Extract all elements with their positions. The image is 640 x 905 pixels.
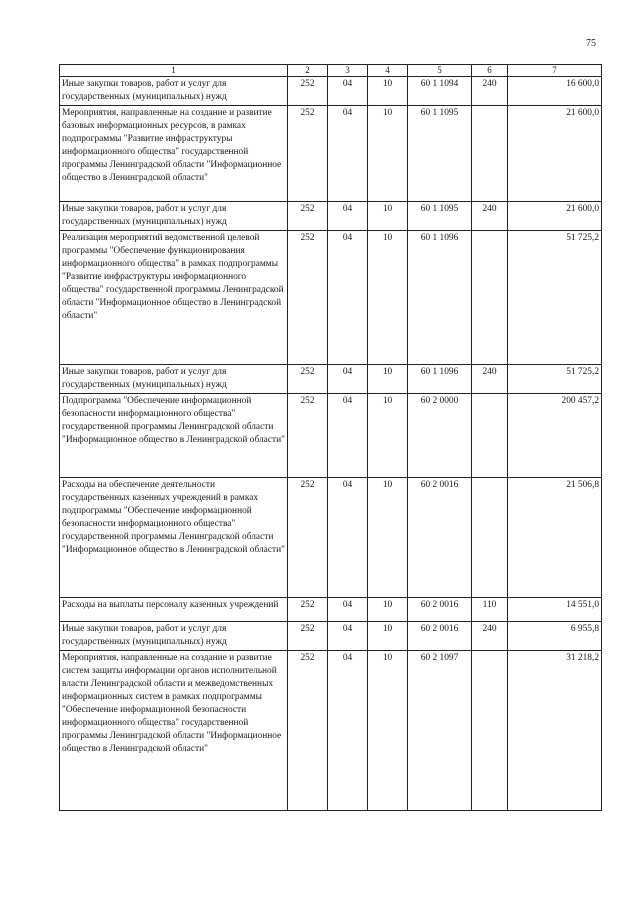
code-expense-type	[472, 106, 508, 202]
code-admin: 252	[288, 394, 328, 478]
column-header: 4	[368, 65, 408, 77]
code-expense-type: 240	[472, 622, 508, 651]
code-admin: 252	[288, 651, 328, 811]
code-subsection: 10	[368, 478, 408, 598]
code-expense-type: 240	[472, 365, 508, 394]
row-name: Иные закупки товаров, работ и услуг для государственных (муниципальных) нужд	[60, 77, 288, 106]
code-admin: 252	[288, 231, 328, 365]
code-subsection: 10	[368, 622, 408, 651]
code-section: 04	[328, 651, 368, 811]
header-row	[60, 65, 602, 77]
code-target: 60 1 1094	[408, 77, 472, 106]
row-name: Мероприятия, направленные на создание и развитие базовых информационных ресурсов, в рамках подпрограммы "Развитие инфраструктуры информационного общества" государственной программы Ленинградской области "Информационное общество в Ленинградской области"	[60, 106, 288, 202]
code-admin: 252	[288, 77, 328, 106]
code-section: 04	[328, 77, 368, 106]
code-target: 60 1 1095	[408, 106, 472, 202]
code-section: 04	[328, 202, 368, 231]
amount: 6 955,8	[508, 622, 602, 651]
table-row	[60, 394, 602, 478]
code-subsection: 10	[368, 598, 408, 622]
row-name: Иные закупки товаров, работ и услуг для государственных (муниципальных) нужд	[60, 622, 288, 651]
code-admin: 252	[288, 598, 328, 622]
amount: 51 725,2	[508, 231, 602, 365]
code-admin: 252	[288, 622, 328, 651]
code-expense-type: 240	[472, 77, 508, 106]
code-admin: 252	[288, 106, 328, 202]
code-section: 04	[328, 106, 368, 202]
amount: 31 218,2	[508, 651, 602, 811]
code-section: 04	[328, 622, 368, 651]
budget-table	[59, 64, 602, 811]
code-target: 60 2 0016	[408, 598, 472, 622]
code-expense-type: 110	[472, 598, 508, 622]
row-name: Расходы на обеспечение деятельности государственных казенных учреждений в рамках подпрограммы "Обеспечение информационной безопасности информационного общества" государственной программы Ленинградской области "Информационное общество в Ленинградской области"	[60, 478, 288, 598]
table-row	[60, 478, 602, 598]
table-row	[60, 106, 602, 202]
amount: 21 600,0	[508, 202, 602, 231]
row-name: Подпрограмма "Обеспечение информационной безопасности информационного общества" государственной программы Ленинградской области "Информационное общество в Ленинградской области"	[60, 394, 288, 478]
amount: 14 551,0	[508, 598, 602, 622]
code-subsection: 10	[368, 651, 408, 811]
code-target: 60 1 1096	[408, 231, 472, 365]
code-expense-type	[472, 394, 508, 478]
code-subsection: 10	[368, 77, 408, 106]
code-target: 60 2 1097	[408, 651, 472, 811]
code-subsection: 10	[368, 394, 408, 478]
column-header: 3	[328, 65, 368, 77]
column-header: 6	[472, 65, 508, 77]
code-expense-type	[472, 651, 508, 811]
code-section: 04	[328, 365, 368, 394]
row-name: Расходы на выплаты персоналу казенных учреждений	[60, 598, 288, 622]
table-row	[60, 202, 602, 231]
code-subsection: 10	[368, 231, 408, 365]
code-admin: 252	[288, 202, 328, 231]
code-section: 04	[328, 231, 368, 365]
code-expense-type	[472, 231, 508, 365]
amount: 200 457,2	[508, 394, 602, 478]
code-target: 60 1 1096	[408, 365, 472, 394]
amount: 21 506,8	[508, 478, 602, 598]
code-target: 60 2 0016	[408, 622, 472, 651]
table-row	[60, 651, 602, 811]
code-subsection: 10	[368, 365, 408, 394]
page-number: 75	[586, 38, 596, 49]
column-header: 5	[408, 65, 472, 77]
table-row	[60, 77, 602, 106]
column-header: 2	[288, 65, 328, 77]
column-header: 7	[508, 65, 602, 77]
code-section: 04	[328, 598, 368, 622]
code-target: 60 2 0016	[408, 478, 472, 598]
code-expense-type	[472, 478, 508, 598]
code-target: 60 2 0000	[408, 394, 472, 478]
code-target: 60 1 1095	[408, 202, 472, 231]
row-name: Реализация мероприятий ведомственной целевой программы "Обеспечение функционирования информационного общества" в рамках подпрограммы "Развитие инфраструктуры информационного общества" государственной программы Ленинградской области "Информационное общество в Ленинградской области"	[60, 231, 288, 365]
amount: 21 600,0	[508, 106, 602, 202]
amount: 16 600,0	[508, 77, 602, 106]
table-row	[60, 622, 602, 651]
code-subsection: 10	[368, 202, 408, 231]
row-name: Иные закупки товаров, работ и услуг для государственных (муниципальных) нужд	[60, 202, 288, 231]
code-admin: 252	[288, 478, 328, 598]
amount: 51 725,2	[508, 365, 602, 394]
code-expense-type: 240	[472, 202, 508, 231]
code-section: 04	[328, 394, 368, 478]
row-name: Иные закупки товаров, работ и услуг для государственных (муниципальных) нужд	[60, 365, 288, 394]
table-row	[60, 598, 602, 622]
table-row	[60, 231, 602, 365]
code-subsection: 10	[368, 106, 408, 202]
table-row	[60, 365, 602, 394]
code-section: 04	[328, 478, 368, 598]
row-name: Мероприятия, направленные на создание и развитие систем защиты информации органов исполнительной власти Ленинградской области и межведомственных информационных систем в рамках подпрограммы "Обеспечение информационной безопасности информационного общества" государственной программы Ленинградской области "Информационное общество в Ленинградской области"	[60, 651, 288, 811]
column-header: 1	[60, 65, 288, 77]
code-admin: 252	[288, 365, 328, 394]
